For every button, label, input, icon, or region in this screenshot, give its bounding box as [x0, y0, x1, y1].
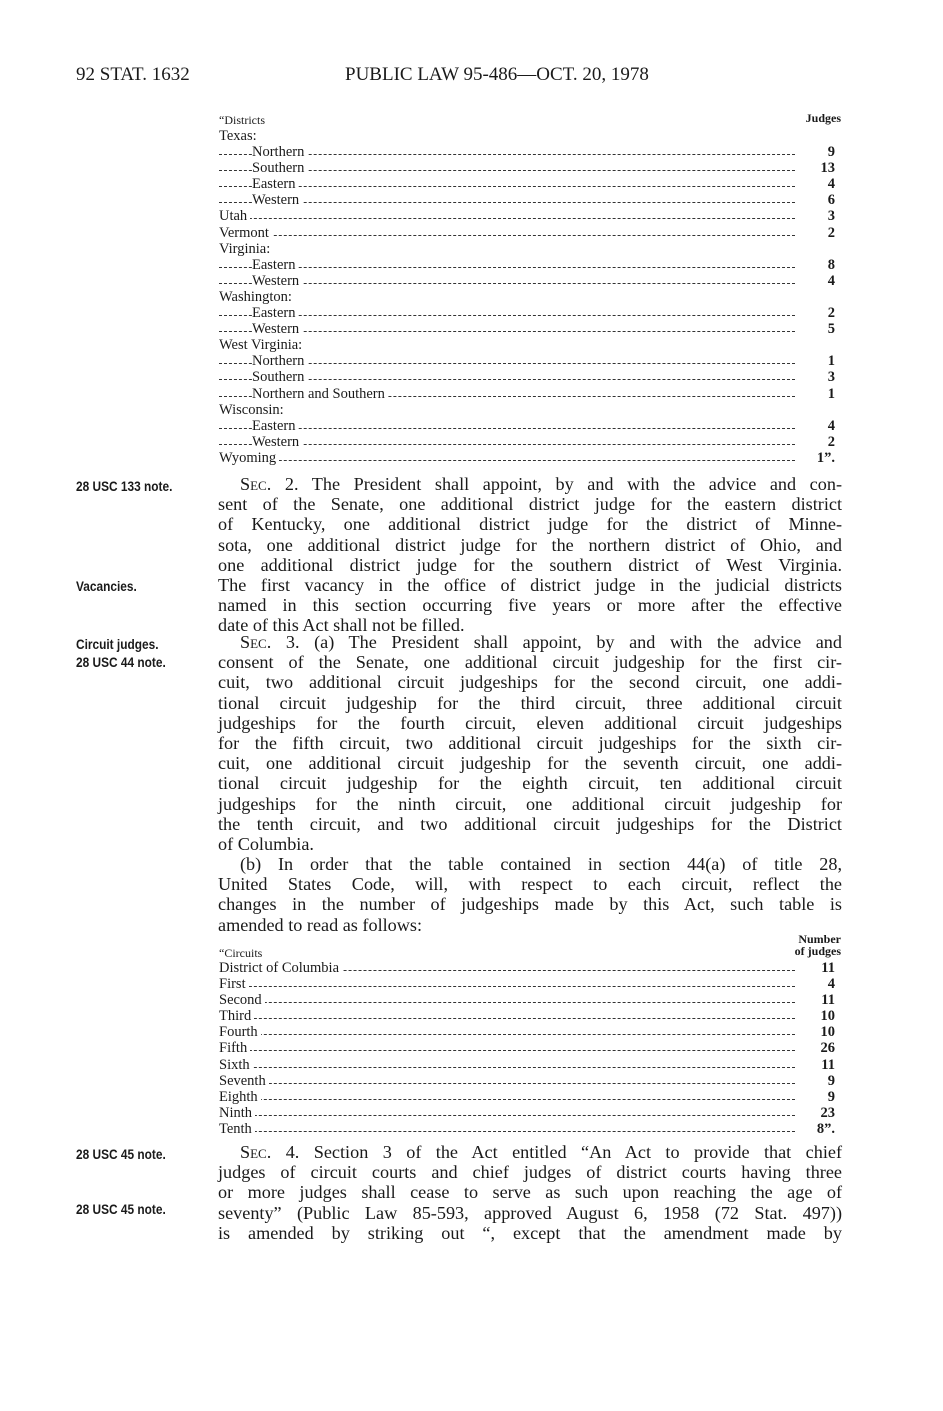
number-of-judges-header-line2: of judges: [794, 944, 841, 958]
row-label: Vermont: [219, 225, 272, 241]
table-row: [219, 418, 841, 434]
row-label: Western: [252, 434, 302, 450]
table-row: [219, 305, 841, 321]
section-2-text: [218, 474, 842, 636]
row-label: Western: [252, 192, 302, 208]
section-label: Sec.: [240, 474, 272, 494]
dot-leader: [219, 1083, 795, 1084]
row-label: Wisconsin:: [219, 402, 287, 418]
text-line: Sec. 4. Section 3 of the Act entitled “An Act to provide that chief: [240, 1142, 842, 1162]
dot-leader: [219, 202, 795, 203]
row-label: Second: [219, 992, 265, 1008]
text-line: judgeships for the fourth circuit, eleven additional circuit judgeships: [218, 712, 842, 733]
table-row: [219, 128, 841, 144]
table-row: [219, 402, 841, 418]
text-line: sota, one additional district judge for the northern district of Ohio, and: [218, 534, 842, 555]
section-label: Sec.: [240, 632, 272, 652]
row-label: Fourth: [219, 1024, 261, 1040]
row-label: Ninth: [219, 1105, 255, 1121]
text-line: or more judges shall cease to serve as such upon reaching the age of: [218, 1182, 842, 1203]
judge-count: 1: [827, 353, 835, 370]
row-label: Seventh: [219, 1073, 269, 1089]
margin-note-sec2: 28 USC 133 note.: [76, 479, 173, 494]
row-label: Eastern: [252, 176, 298, 192]
text-line: for the fifth circuit, two additional circuit judgeships for the sixth cir-: [218, 732, 842, 753]
row-label: District of Columbia: [219, 960, 342, 976]
table-row: [219, 176, 841, 192]
judge-count: 23: [820, 1104, 835, 1121]
text-line: The first vacancy in the office of district judge in the judicial districts: [218, 574, 842, 595]
dot-leader: [219, 1050, 795, 1051]
dot-leader: [219, 1018, 795, 1019]
text-line: seventy” (Public Law 85-593, approved August 6, 1958 (72 Stat. 497)): [218, 1202, 842, 1223]
table-row: [219, 208, 841, 224]
row-label: Northern: [252, 353, 307, 369]
table-row: [219, 1073, 841, 1089]
text-line: judgeships for the ninth circuit, one additional circuit judgeship for: [218, 793, 842, 814]
judge-count: 2: [827, 305, 835, 322]
text-line: tional circuit judgeship for the eighth circuit, ten additional circuit: [218, 773, 842, 794]
districts-table: [219, 112, 841, 466]
judge-count: 9: [827, 1088, 835, 1105]
table-row: [219, 386, 841, 402]
judge-count: 4: [827, 417, 835, 434]
table-row: [219, 976, 841, 992]
judge-count: 8”.: [816, 1120, 835, 1137]
judge-count: 2: [827, 224, 835, 241]
page-header: [76, 64, 856, 88]
row-label: Sixth: [219, 1057, 253, 1073]
text-line: one additional district judge for the southern district of West Virginia.: [218, 554, 842, 575]
law-title: PUBLIC LAW 95-486—OCT. 20, 1978: [345, 64, 649, 85]
judge-count: 6: [827, 192, 835, 209]
row-label: Western: [252, 273, 302, 289]
row-label: Southern: [252, 369, 307, 385]
section-3-text: [218, 632, 842, 935]
text-line: Sec. 3. (a) The President shall appoint, by and with the advice and: [240, 632, 842, 652]
circuits-table-header: [219, 933, 841, 960]
table-row: [219, 1121, 841, 1137]
text-line: Sec. 2. The President shall appoint, by and with the advice and con-: [240, 474, 842, 494]
judge-count: 5: [827, 321, 835, 338]
margin-note-28usc45-a: 28 USC 45 note.: [76, 1147, 166, 1162]
text-line: cuit, two additional circuit judgeships for the second circuit, one addi-: [218, 672, 842, 693]
table-row: [219, 1105, 841, 1121]
judge-count: 26: [820, 1040, 835, 1057]
number-of-judges-header-line1: Number: [798, 932, 841, 946]
row-label: First: [219, 976, 249, 992]
judge-count: 9: [827, 1072, 835, 1089]
text-line: consent of the Senate, one additional circuit judgeship for the first cir-: [218, 652, 842, 673]
judge-count: 8: [827, 256, 835, 273]
margin-note-circuit-judges: Circuit judges.: [76, 637, 159, 652]
judge-count: 4: [827, 272, 835, 289]
row-label: Western: [252, 321, 302, 337]
row-label: Texas:: [219, 128, 260, 144]
districts-table-header: [219, 112, 841, 128]
judge-count: 1: [827, 385, 835, 402]
row-label: Eastern: [252, 257, 298, 273]
row-label: Fifth: [219, 1040, 250, 1056]
table-row: [219, 160, 841, 176]
circuits-column-header: “Circuits: [219, 946, 263, 960]
text-line: (b) In order that the table contained in section 44(a) of title 28,: [240, 854, 842, 875]
row-label: West Virginia:: [219, 337, 305, 353]
dot-leader: [219, 235, 795, 236]
table-row: [219, 450, 841, 466]
row-label: Northern and Southern: [252, 386, 388, 402]
judge-count: 13: [820, 160, 835, 177]
judge-count: 10: [820, 1008, 835, 1025]
row-label: Southern: [252, 160, 307, 176]
text-line: United States Code, will, with respect to each circuit, reflect the: [218, 874, 842, 895]
dot-leader: [219, 315, 795, 316]
table-row: [219, 960, 841, 976]
table-row: [219, 225, 841, 241]
row-label: Utah: [219, 208, 250, 224]
row-label: Eastern: [252, 418, 298, 434]
circuits-table: [219, 933, 841, 1137]
margin-note-28usc45-b: 28 USC 45 note.: [76, 1202, 166, 1217]
dot-leader: [219, 1099, 795, 1100]
table-row: [219, 1057, 841, 1073]
districts-column-header: “Districts: [219, 113, 265, 127]
table-row: [219, 241, 841, 257]
section-4-text: [218, 1142, 842, 1243]
table-row: [219, 144, 841, 160]
table-row: [219, 337, 841, 353]
dot-leader: [219, 267, 795, 268]
text-line: tional circuit judgeship for the third circuit, three additional circuit: [218, 692, 842, 713]
stat-page-number: 92 STAT. 1632: [76, 64, 190, 85]
dot-leader: [219, 186, 795, 187]
row-label: Wyoming: [219, 450, 279, 466]
text-line: judges of circuit courts and chief judges of district courts having three: [218, 1162, 842, 1183]
judge-count: 4: [827, 176, 835, 193]
judge-count: 11: [821, 960, 835, 976]
dot-leader: [219, 283, 795, 284]
dot-leader: [219, 444, 795, 445]
table-row: [219, 1089, 841, 1105]
row-label: Eighth: [219, 1089, 261, 1105]
judge-count: 11: [821, 1056, 835, 1073]
table-row: [219, 321, 841, 337]
judge-count: 11: [821, 992, 835, 1009]
table-row: [219, 192, 841, 208]
table-row: [219, 434, 841, 450]
text-line: sent of the Senate, one additional district judge for the eastern district: [218, 494, 842, 515]
dot-leader: [219, 1115, 795, 1116]
dot-leader: [219, 1131, 795, 1132]
judges-column-header: Judges: [805, 111, 841, 125]
table-row: [219, 273, 841, 289]
table-row: [219, 353, 841, 369]
margin-note-vacancies: Vacancies.: [76, 579, 137, 594]
dot-leader: [219, 331, 795, 332]
text-line: amended to read as follows:: [218, 914, 423, 935]
judge-count: 3: [827, 208, 835, 225]
judge-count: 10: [820, 1024, 835, 1041]
judge-count: 9: [827, 144, 835, 161]
table-row: [219, 1024, 841, 1040]
judge-count: 1”.: [816, 449, 835, 466]
dot-leader: [219, 428, 795, 429]
margin-note-28usc44: 28 USC 44 note.: [76, 655, 166, 670]
row-label: Tenth: [219, 1121, 255, 1137]
dot-leader: [219, 1067, 795, 1068]
dot-leader: [219, 986, 795, 987]
table-row: [219, 289, 841, 305]
number-of-judges-header: [795, 933, 841, 957]
judge-count: 4: [827, 976, 835, 993]
row-label: Eastern: [252, 305, 298, 321]
judge-count: 2: [827, 433, 835, 450]
dot-leader: [219, 1002, 795, 1003]
text-line: of Kentucky, one additional district judge for the district of Minne-: [218, 514, 842, 535]
text-line: date of this Act shall not be filled.: [218, 615, 465, 636]
text-line: is amended by striking out “, except that the amendment made by: [218, 1222, 842, 1243]
text-line: the tenth circuit, and two additional circuit judgeships for the District: [218, 813, 842, 834]
judge-count: 3: [827, 369, 835, 386]
dot-leader: [219, 1034, 795, 1035]
text-line: changes in the number of judgeships made by this Act, such table is: [218, 894, 842, 915]
table-row: [219, 1040, 841, 1056]
dot-leader: [219, 460, 795, 461]
row-label: Washington:: [219, 289, 295, 305]
table-row: [219, 992, 841, 1008]
text-line: of Columbia.: [218, 833, 314, 854]
row-label: Third: [219, 1008, 254, 1024]
table-row: [219, 369, 841, 385]
row-label: Northern: [252, 144, 307, 160]
table-row: [219, 257, 841, 273]
text-line: named in this section occurring five years or more after the effective: [218, 595, 842, 616]
table-row: [219, 1008, 841, 1024]
text-line: cuit, one additional circuit judgeship for the seventh circuit, one addi-: [218, 753, 842, 774]
section-label: Sec.: [240, 1142, 272, 1162]
row-label: Virginia:: [219, 241, 273, 257]
dot-leader: [219, 218, 795, 219]
